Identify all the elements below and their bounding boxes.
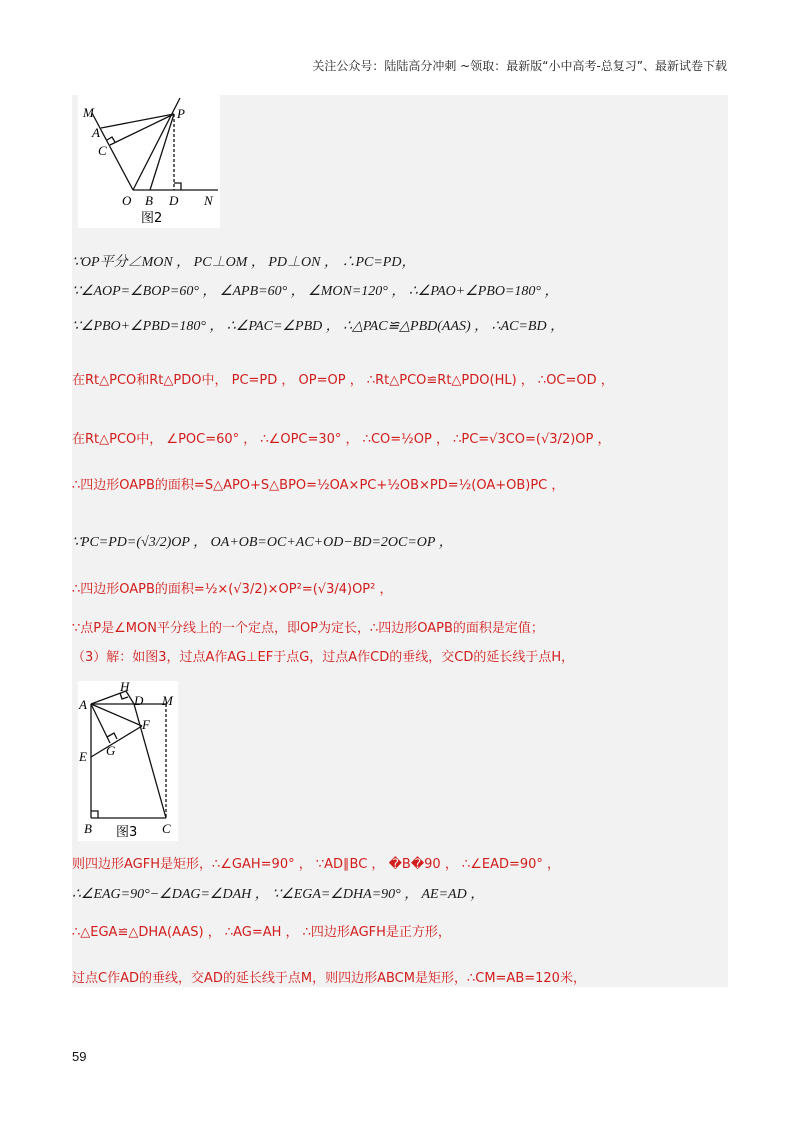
fig2-caption: 图2 xyxy=(141,211,163,226)
fig3-label-H: H xyxy=(120,681,130,694)
solution-line-2: ∵∠AOP=∠BOP=60° ， ∠APB=60° ， ∠MON=120° ， ∴∠PAO+∠PBO=180° ， xyxy=(72,284,559,299)
fig2-label-C: C xyxy=(98,143,107,158)
fig2-label-P: P xyxy=(177,106,185,121)
solution-line-4: 在Rt△PCO和Rt△PDO中， PC=PD ， OP=OP ， ∴Rt△PCO≌Rt△PDO(HL) ， ∴OC=OD ， xyxy=(72,373,614,388)
fig3-label-G: G xyxy=(106,743,116,758)
page-header: 关注公众号：陆陆高分冲刺 ~领取：最新版“小中高考-总复习”、最新试卷下载 xyxy=(312,59,727,73)
fig2-label-A: A xyxy=(92,125,100,140)
solution-line-3: ∵∠PBO+∠PBD=180° ， ∴∠PAC=∠PBD ， ∴△PAC≌△PBD(AAS) ， ∴AC=BD ， xyxy=(72,319,565,334)
solution-line-8: ∴四边形OAPB的面积=½×(√3/2)×OP²=(√3/4)OP² ， xyxy=(72,582,393,597)
fig3-label-F: F xyxy=(142,717,150,732)
solution-line-6: ∴四边形OAPB的面积=S△APO+S△BPO=½OA×PC+½OB×PD=½(OA+OB)PC ， xyxy=(72,478,565,493)
solution-line-13: ∴△EGA≌△DHA(AAS) ， ∴AG=AH ， ∴四边形AGFH是正方形， xyxy=(72,925,451,940)
solution-content xyxy=(72,95,728,987)
figure-3 xyxy=(78,681,178,841)
figure-2 xyxy=(78,95,220,228)
solution-line-9: ∵点P是∠MON平分线上的一个定点，即OP为定长，∴四边形OAPB的面积是定值； xyxy=(72,621,544,636)
solution-line-7: ∵PC=PD=(√3/2)OP ， OA+OB=OC+AC+OD−BD=2OC=OP ， xyxy=(72,535,453,550)
fig3-label-C: C xyxy=(162,821,171,836)
solution-line-12: ∴∠EAG=90°−∠DAG=∠DAH ， ∵∠EGA=∠DHA=90° ， AE=AD ， xyxy=(72,887,485,902)
figure-3-diagram xyxy=(78,681,178,841)
fig2-label-D: D xyxy=(169,193,179,208)
solution-line-10: （3）解：如图3，过点A作AG⊥EF于点G，过点A作CD的垂线，交CD的延长线于点H， xyxy=(72,650,575,665)
fig3-label-B: B xyxy=(84,821,92,836)
solution-line-5: 在Rt△PCO中， ∠POC=60° ， ∴∠OPC=30° ， ∴CO=½OP ， ∴PC=√3CO=(√3/2)OP ， xyxy=(72,432,611,447)
solution-line-14: 过点C作AD的垂线，交AD的延长线于点M，则四边形ABCM是矩形，∴CM=AB=120米， xyxy=(72,971,586,986)
solution-line-1: ∵OP平分∠MON ， PC⊥OM ， PD⊥ON ， ∴PC=PD， xyxy=(72,255,416,270)
fig2-label-O: O xyxy=(122,193,132,208)
fig3-label-D: D xyxy=(134,693,144,708)
fig3-label-A: A xyxy=(79,697,87,712)
fig2-label-M: M xyxy=(83,105,94,120)
solution-line-11: 则四边形AGFH是矩形，∴∠GAH=90° ， ∵AD∥BC ， �B�90 ， ∴∠EAD=90° ， xyxy=(72,857,561,872)
fig2-label-B: B xyxy=(145,193,153,208)
figure-2-diagram xyxy=(78,95,220,228)
fig3-label-M: M xyxy=(162,693,173,708)
fig3-label-E: E xyxy=(79,749,87,764)
page-number: 59 xyxy=(72,1049,87,1064)
fig3-caption: 图3 xyxy=(116,825,138,840)
fig2-label-N: N xyxy=(204,193,213,208)
